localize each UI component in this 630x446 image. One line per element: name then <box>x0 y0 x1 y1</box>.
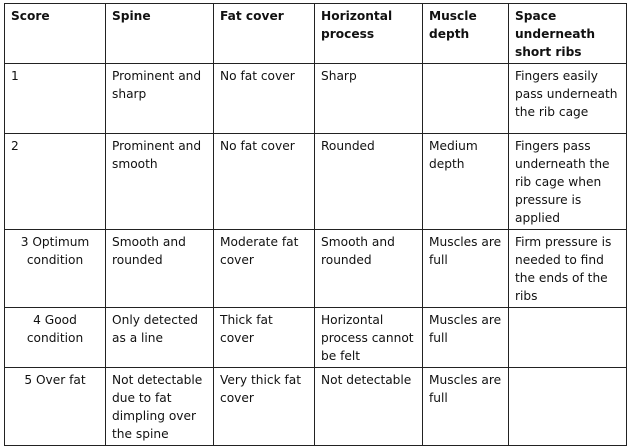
spine-cell: Only detected as a line <box>106 308 214 368</box>
short-ribs-cell <box>509 308 627 368</box>
spine-cell: Prominent and smooth <box>106 134 214 230</box>
spine-cell: Prominent and sharp <box>106 64 214 134</box>
short-ribs-cell <box>509 368 627 446</box>
muscle-depth-cell: Muscles are full <box>423 368 509 446</box>
score-cell: 4 Good condition <box>5 308 106 368</box>
horizontal-process-cell: Smooth and rounded <box>315 230 423 308</box>
horizontal-process-cell: Horizontal process cannot be felt <box>315 308 423 368</box>
spine-cell: Smooth and rounded <box>106 230 214 308</box>
header-score: Score <box>5 4 106 64</box>
header-horizontal-process: Horizontal process <box>315 4 423 64</box>
muscle-depth-cell <box>423 64 509 134</box>
muscle-depth-cell: Muscles are full <box>423 308 509 368</box>
horizontal-process-cell: Rounded <box>315 134 423 230</box>
muscle-depth-cell: Medium depth <box>423 134 509 230</box>
header-row <box>5 4 627 64</box>
spine-cell: Not detectable due to fat dimpling over the spine <box>106 368 214 446</box>
short-ribs-cell: Firm pressure is needed to find the ends of the ribs <box>509 230 627 308</box>
fat-cover-cell: No fat cover <box>214 134 315 230</box>
table-row <box>5 230 627 308</box>
header-space-underneath-short-ribs: Space underneath short ribs <box>509 4 627 64</box>
fat-cover-cell: Very thick fat cover <box>214 368 315 446</box>
score-cell: 5 Over fat <box>5 368 106 446</box>
fat-cover-cell: Moderate fat cover <box>214 230 315 308</box>
table-row <box>5 368 627 446</box>
short-ribs-cell: Fingers easily pass underneath the rib cage <box>509 64 627 134</box>
short-ribs-cell: Fingers pass underneath the rib cage when pressure is applied <box>509 134 627 230</box>
horizontal-process-cell: Sharp <box>315 64 423 134</box>
header-fat-cover: Fat cover <box>214 4 315 64</box>
score-cell: 3 Optimum condition <box>5 230 106 308</box>
score-cell: 1 <box>5 64 106 134</box>
fat-cover-cell: Thick fat cover <box>214 308 315 368</box>
body-condition-score-table <box>4 3 627 446</box>
fat-cover-cell: No fat cover <box>214 64 315 134</box>
table-row <box>5 308 627 368</box>
horizontal-process-cell: Not detectable <box>315 368 423 446</box>
header-muscle-depth: Muscle depth <box>423 4 509 64</box>
table-row <box>5 64 627 134</box>
table-row <box>5 134 627 230</box>
muscle-depth-cell: Muscles are full <box>423 230 509 308</box>
header-spine: Spine <box>106 4 214 64</box>
score-cell: 2 <box>5 134 106 230</box>
